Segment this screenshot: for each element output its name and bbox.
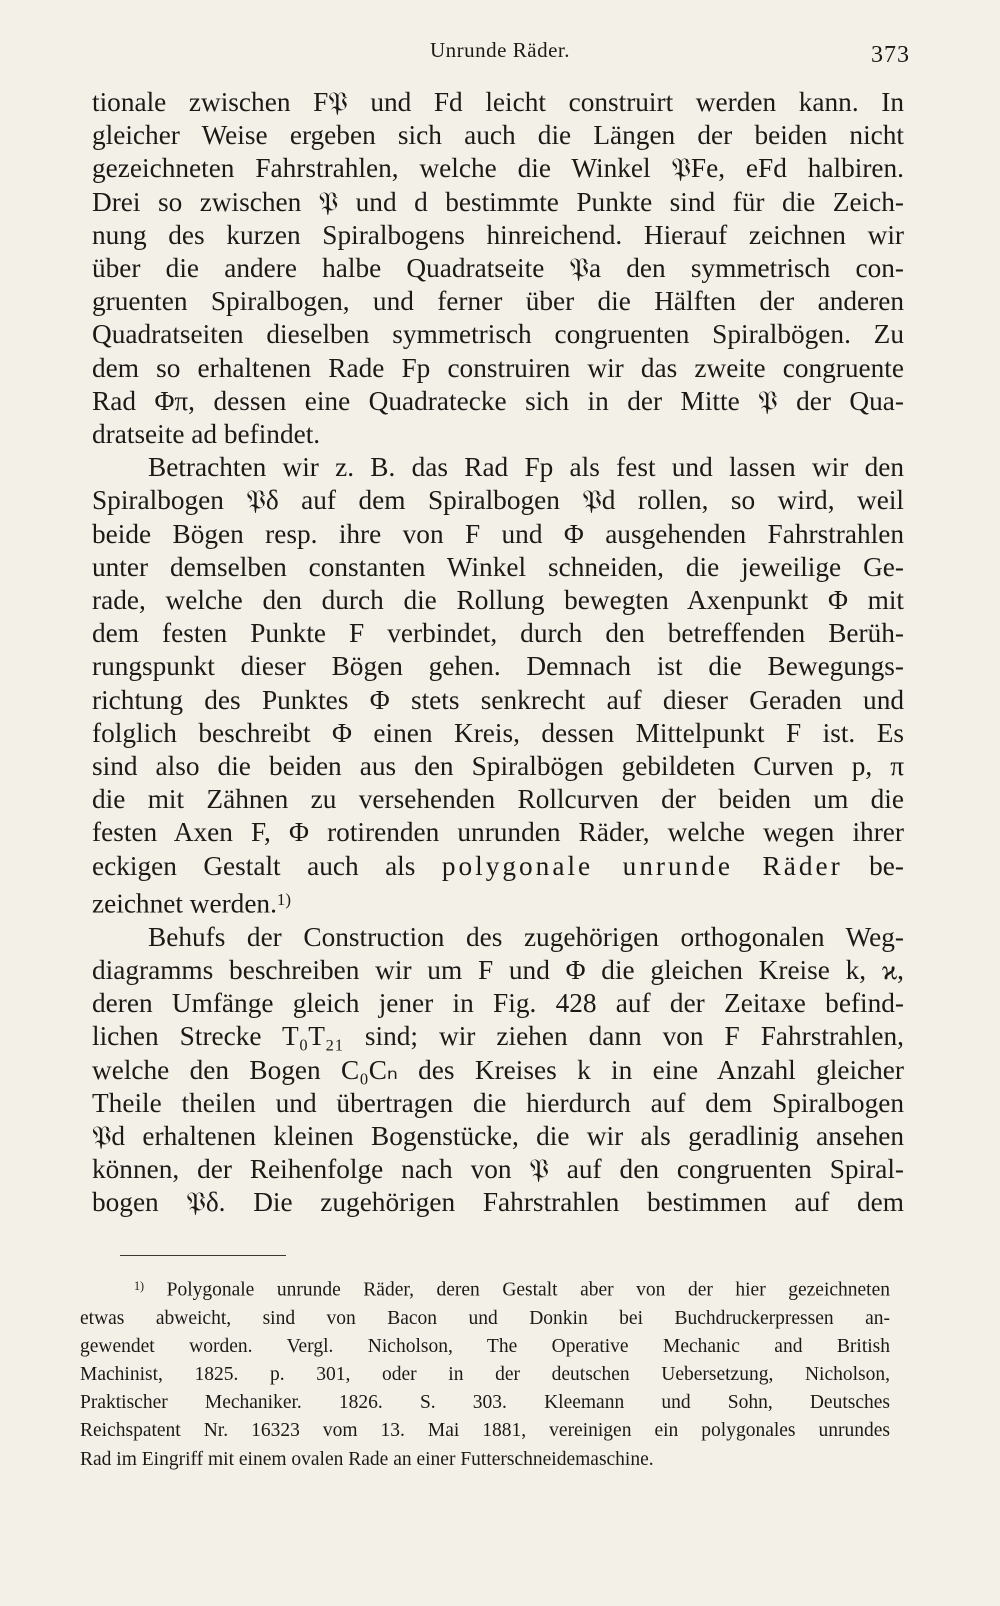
page-number: 373 [871,42,910,68]
text-line: Spiralbogen 𝔓δ auf dem Spiralbogen 𝔓d rollen, so wird, weil [92,485,904,516]
text-line: gruenten Spiralbogen, und ferner über die Hälften der anderen [92,286,904,317]
text-line: richtung des Punktes Φ stets senkrecht auf dieser Geraden und [92,684,904,715]
text-line: rungspunkt dieser Bögen gehen. Demnach ist die Bewegungs- [92,651,904,682]
text-line: 𝔓d erhaltenen kleinen Bogenstücke, die wir als geradlinig ansehen [92,1120,904,1151]
text-fragment: be- [869,850,904,881]
footnote-line: Machinist, 1825. p. 301, oder in der deutschen Uebersetzung, Nicholson, [80,1364,890,1386]
text-line: lichen Strecke T₀T₂₁ sind; wir ziehen dann von F Fahrstrahlen, [92,1021,904,1052]
text-line: Quadratseiten dieselben symmetrisch congruenten Spiralbögen. Zu [92,319,904,350]
text-line: diagramms beschreiben wir um F und Φ die gleichen Kreise k, ϰ, [92,954,904,985]
footnote-ref: 1) [276,889,292,909]
page-header [0,36,1000,66]
footnote [80,1272,890,1474]
text-line: unter demselben constanten Winkel schneiden, die jeweilige Ge- [92,551,904,582]
text-line: die mit Zähnen zu versehenden Rollcurven der beiden um die [92,784,904,815]
text-line: rade, welche den durch die Rollung bewegten Axenpunkt Φ mit [92,585,904,616]
main-text [92,86,904,1220]
text-line: bogen 𝔓δ. Die zugehörigen Fahrstrahlen bestimmen auf dem [92,1187,904,1218]
footnote-line [80,1272,890,1305]
footnote-line: Reichspatent Nr. 16323 vom 13. Mai 1881, vereinigen ein polygonales unrundes [80,1420,890,1442]
footnote-line: gewendet worden. Vergl. Nicholson, The Operative Mechanic and British [80,1335,890,1357]
text-line: Behufs der Construction des zugehörigen orthogonalen Weg- [148,921,904,952]
footnote-line: etwas abweicht, sind von Bacon und Donkin bei Buchdruckerpressen an- [80,1307,890,1329]
text-line: gleicher Weise ergeben sich auch die Längen der beiden nicht [92,120,904,151]
footnote-text: Polygonale unrunde Räder, deren Gestalt aber von der hier gezeichneten [166,1279,890,1301]
text-line: beide Bögen resp. ihre von F und Φ ausgehenden Fahrstrahlen [92,518,904,549]
footnote-rule [120,1255,286,1256]
text-line: gezeichneten Fahrstrahlen, welche die Winkel 𝔓Fe, eFd halbiren. [92,153,904,184]
text-line: Betrachten wir z. B. das Rad Fp als fest und lassen wir den [148,452,904,483]
footnote-marker: 1) [134,1279,145,1293]
text-line: welche den Bogen C₀Cₙ des Kreises k in eine Anzahl gleicher [92,1054,904,1085]
footnote-line: Rad im Eingriff mit einem ovalen Rade an einer Futterschneidemaschine. [80,1448,654,1470]
text-line: können, der Reihenfolge nach von 𝔓 auf den congruenten Spiral- [92,1154,904,1185]
running-head: Unrunde Räder. [430,38,570,62]
text-line: sind also die beiden aus den Spiralbögen gebildeten Curven p, π [92,751,904,782]
text-line [92,850,904,883]
text-line: dem so erhaltenen Rade Fp construiren wir das zweite congruente [92,352,904,383]
text-fragment: eckigen Gestalt auch als [92,850,416,881]
text-line: Drei so zwischen 𝔓 und d bestimmte Punkte sind für die Zeich- [92,186,904,217]
spaced-term: polygonale unrunde Räder [441,850,843,881]
text-line: dratseite ad befindet. [92,419,321,450]
text-fragment: zeichnet werden. [92,888,277,919]
text-line: Theile theilen und übertragen die hierdurch auf dem Spiralbogen [92,1087,904,1118]
text-line [92,883,904,921]
text-line: tionale zwischen F𝔓 und Fd leicht construirt werden kann. In [92,87,904,117]
text-line: dem festen Punkte F verbindet, durch den betreffenden Berüh- [92,618,904,649]
text-line: Rad Φπ, dessen eine Quadratecke sich in der Mitte 𝔓 der Qua- [92,385,904,416]
text-line: festen Axen F, Φ rotirenden unrunden Räder, welche wegen ihrer [92,817,904,848]
text-line: folglich beschreibt Φ einen Kreis, dessen Mittelpunkt F ist. Es [92,717,904,748]
footnote-line: Praktischer Mechaniker. 1826. S. 303. Kleemann und Sohn, Deutsches [80,1392,890,1414]
text-line: über die andere halbe Quadratseite 𝔓a den symmetrisch con- [92,253,904,284]
text-line: nung des kurzen Spiralbogens hinreichend. Hierauf zeichnen wir [92,219,904,250]
text-line: deren Umfänge gleich jener in Fig. 428 auf der Zeitaxe befind- [92,988,904,1019]
